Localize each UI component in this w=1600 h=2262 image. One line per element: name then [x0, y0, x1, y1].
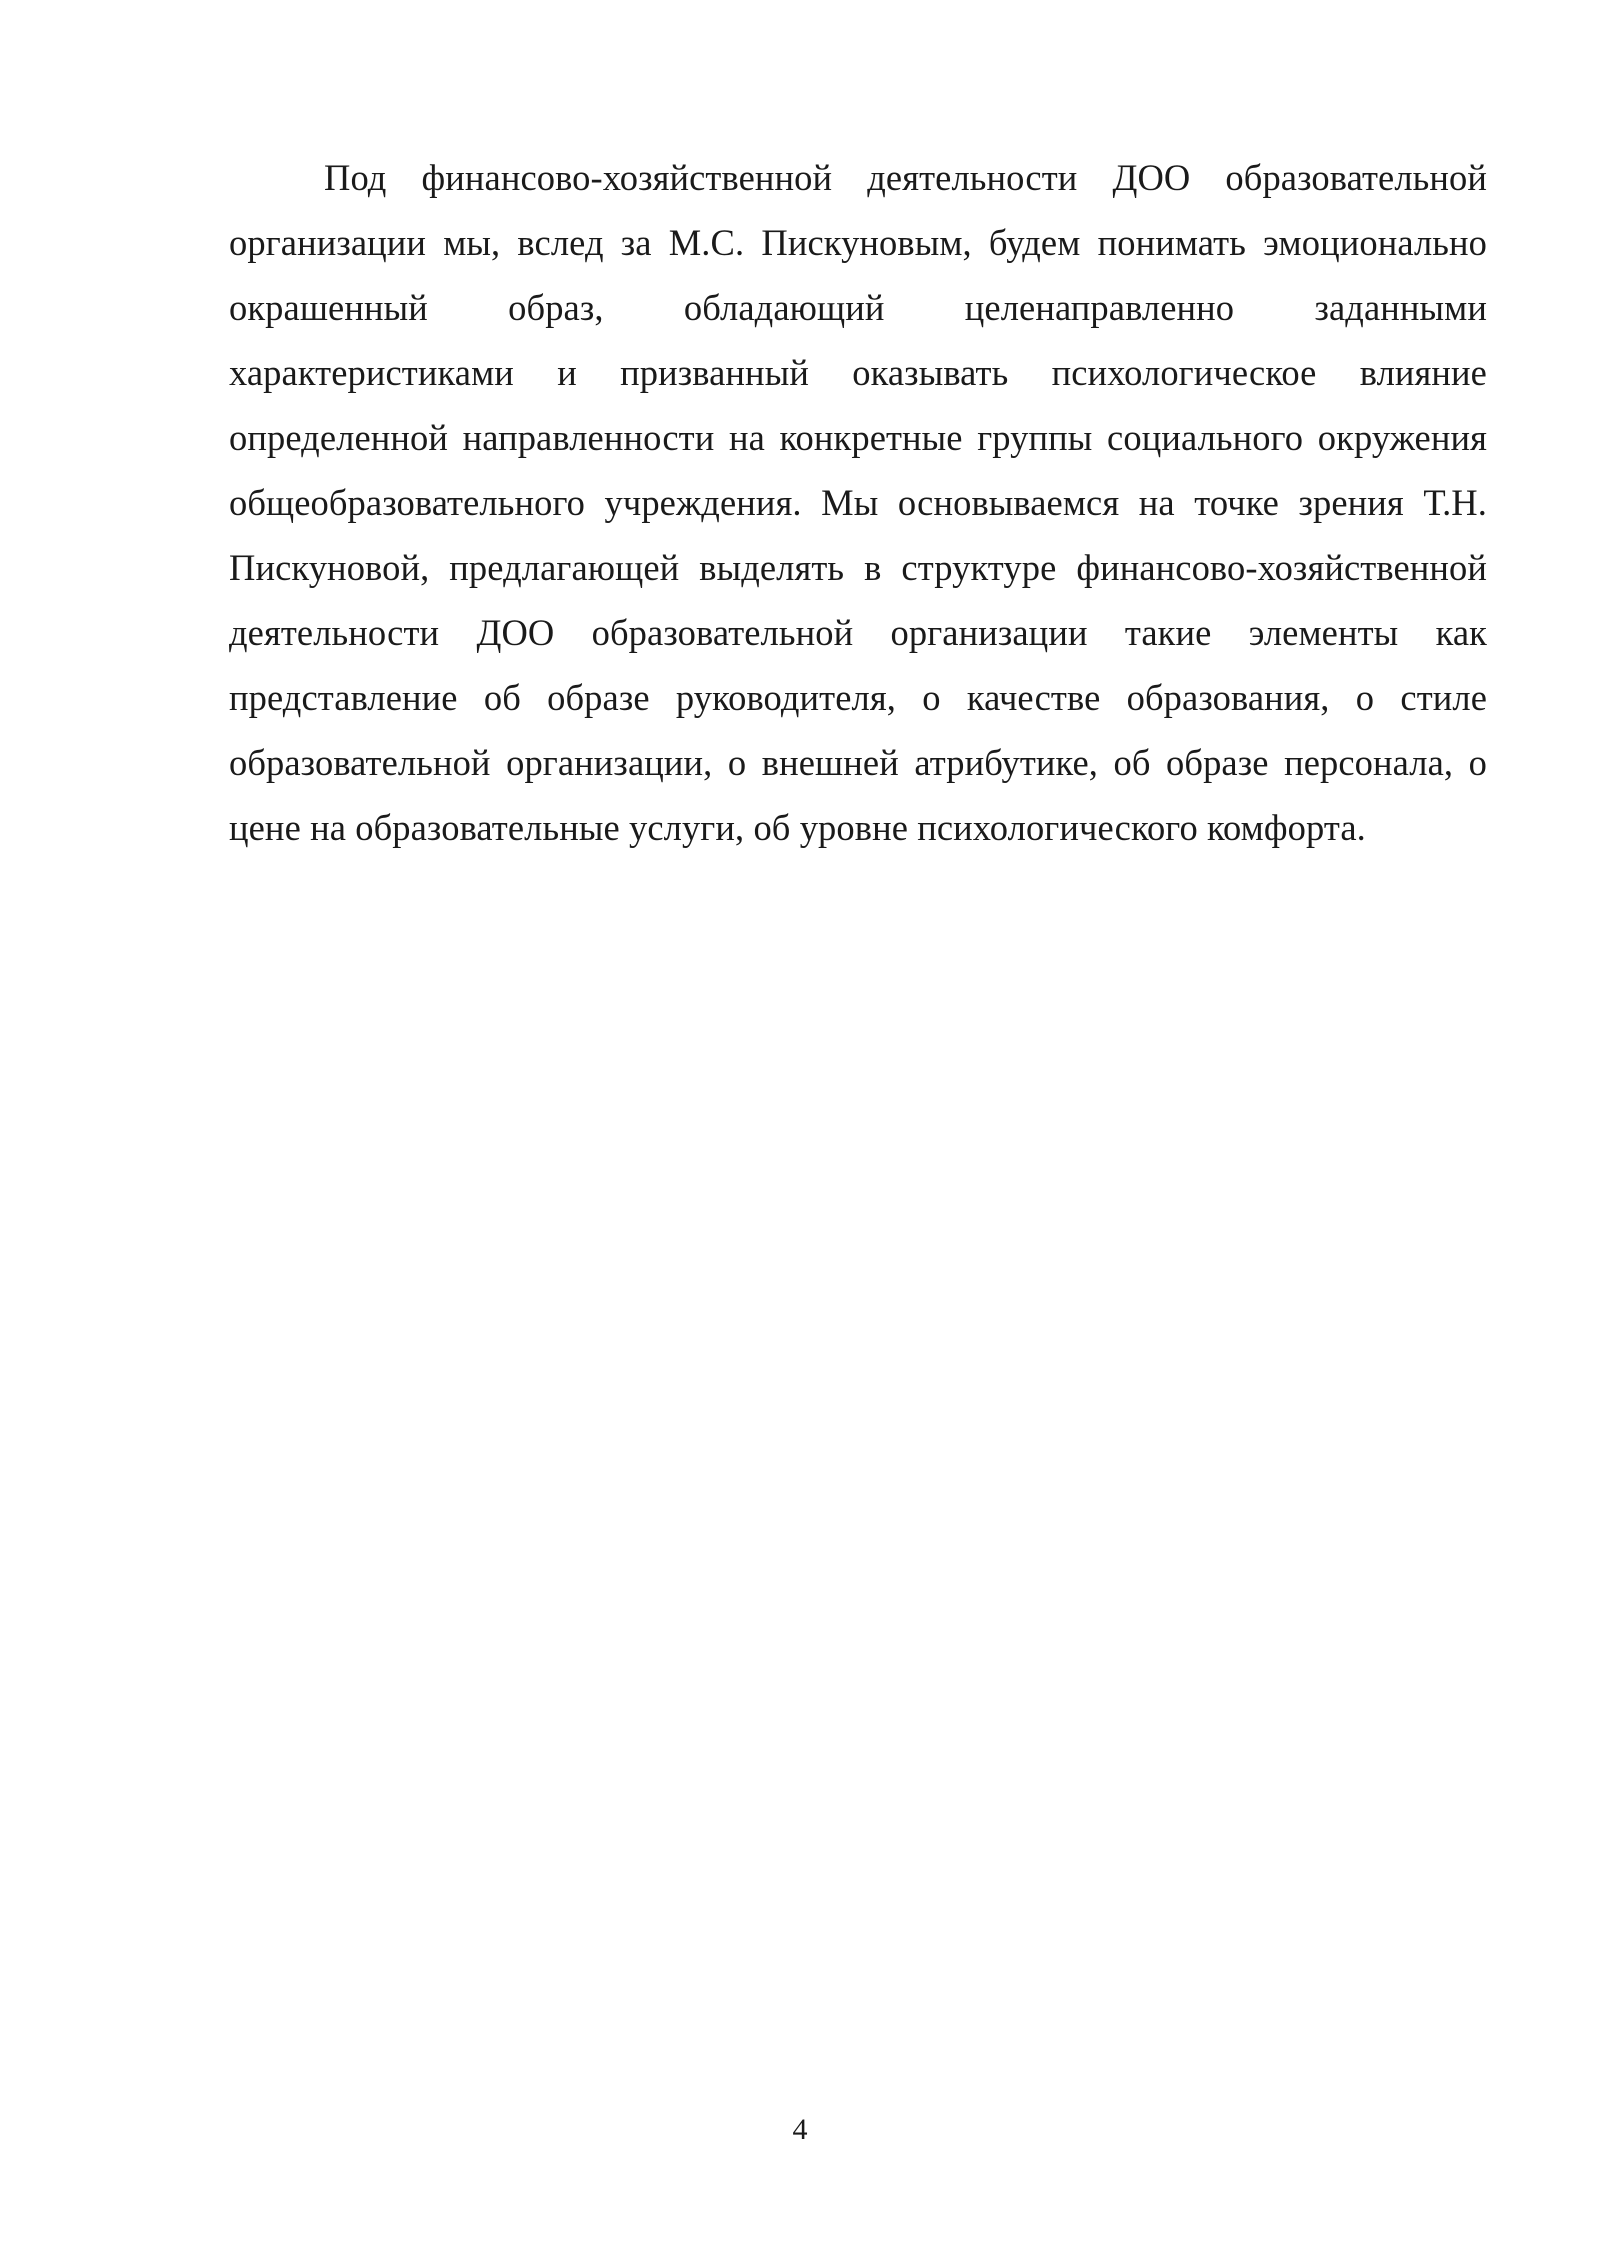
- body-paragraph: Под финансово-хозяйственной деятельности ДОО образовательной организации мы, вслед за М.С. Пискуновым, будем понимать эмоционально окрашенный образ, обладающий целенаправленно заданными характеристиками и призванный оказывать психологическое влияние определенной направленности на конкретные группы социального окружения общеобразовательного учреждения. Мы основываемся на точке зрения Т.Н. Пискуновой, предлагающей выделять в структуре финансово-хозяйственной деятельности ДОО образовательной организации такие элементы как представление об образе руководителя, о качестве образования, о стиле образовательной организации, о внешней атрибутике, об образе персонала, о цене на образовательные услуги, об уровне психологического комфорта.: [229, 157, 1487, 848]
- page-number: 4: [792, 2113, 808, 2146]
